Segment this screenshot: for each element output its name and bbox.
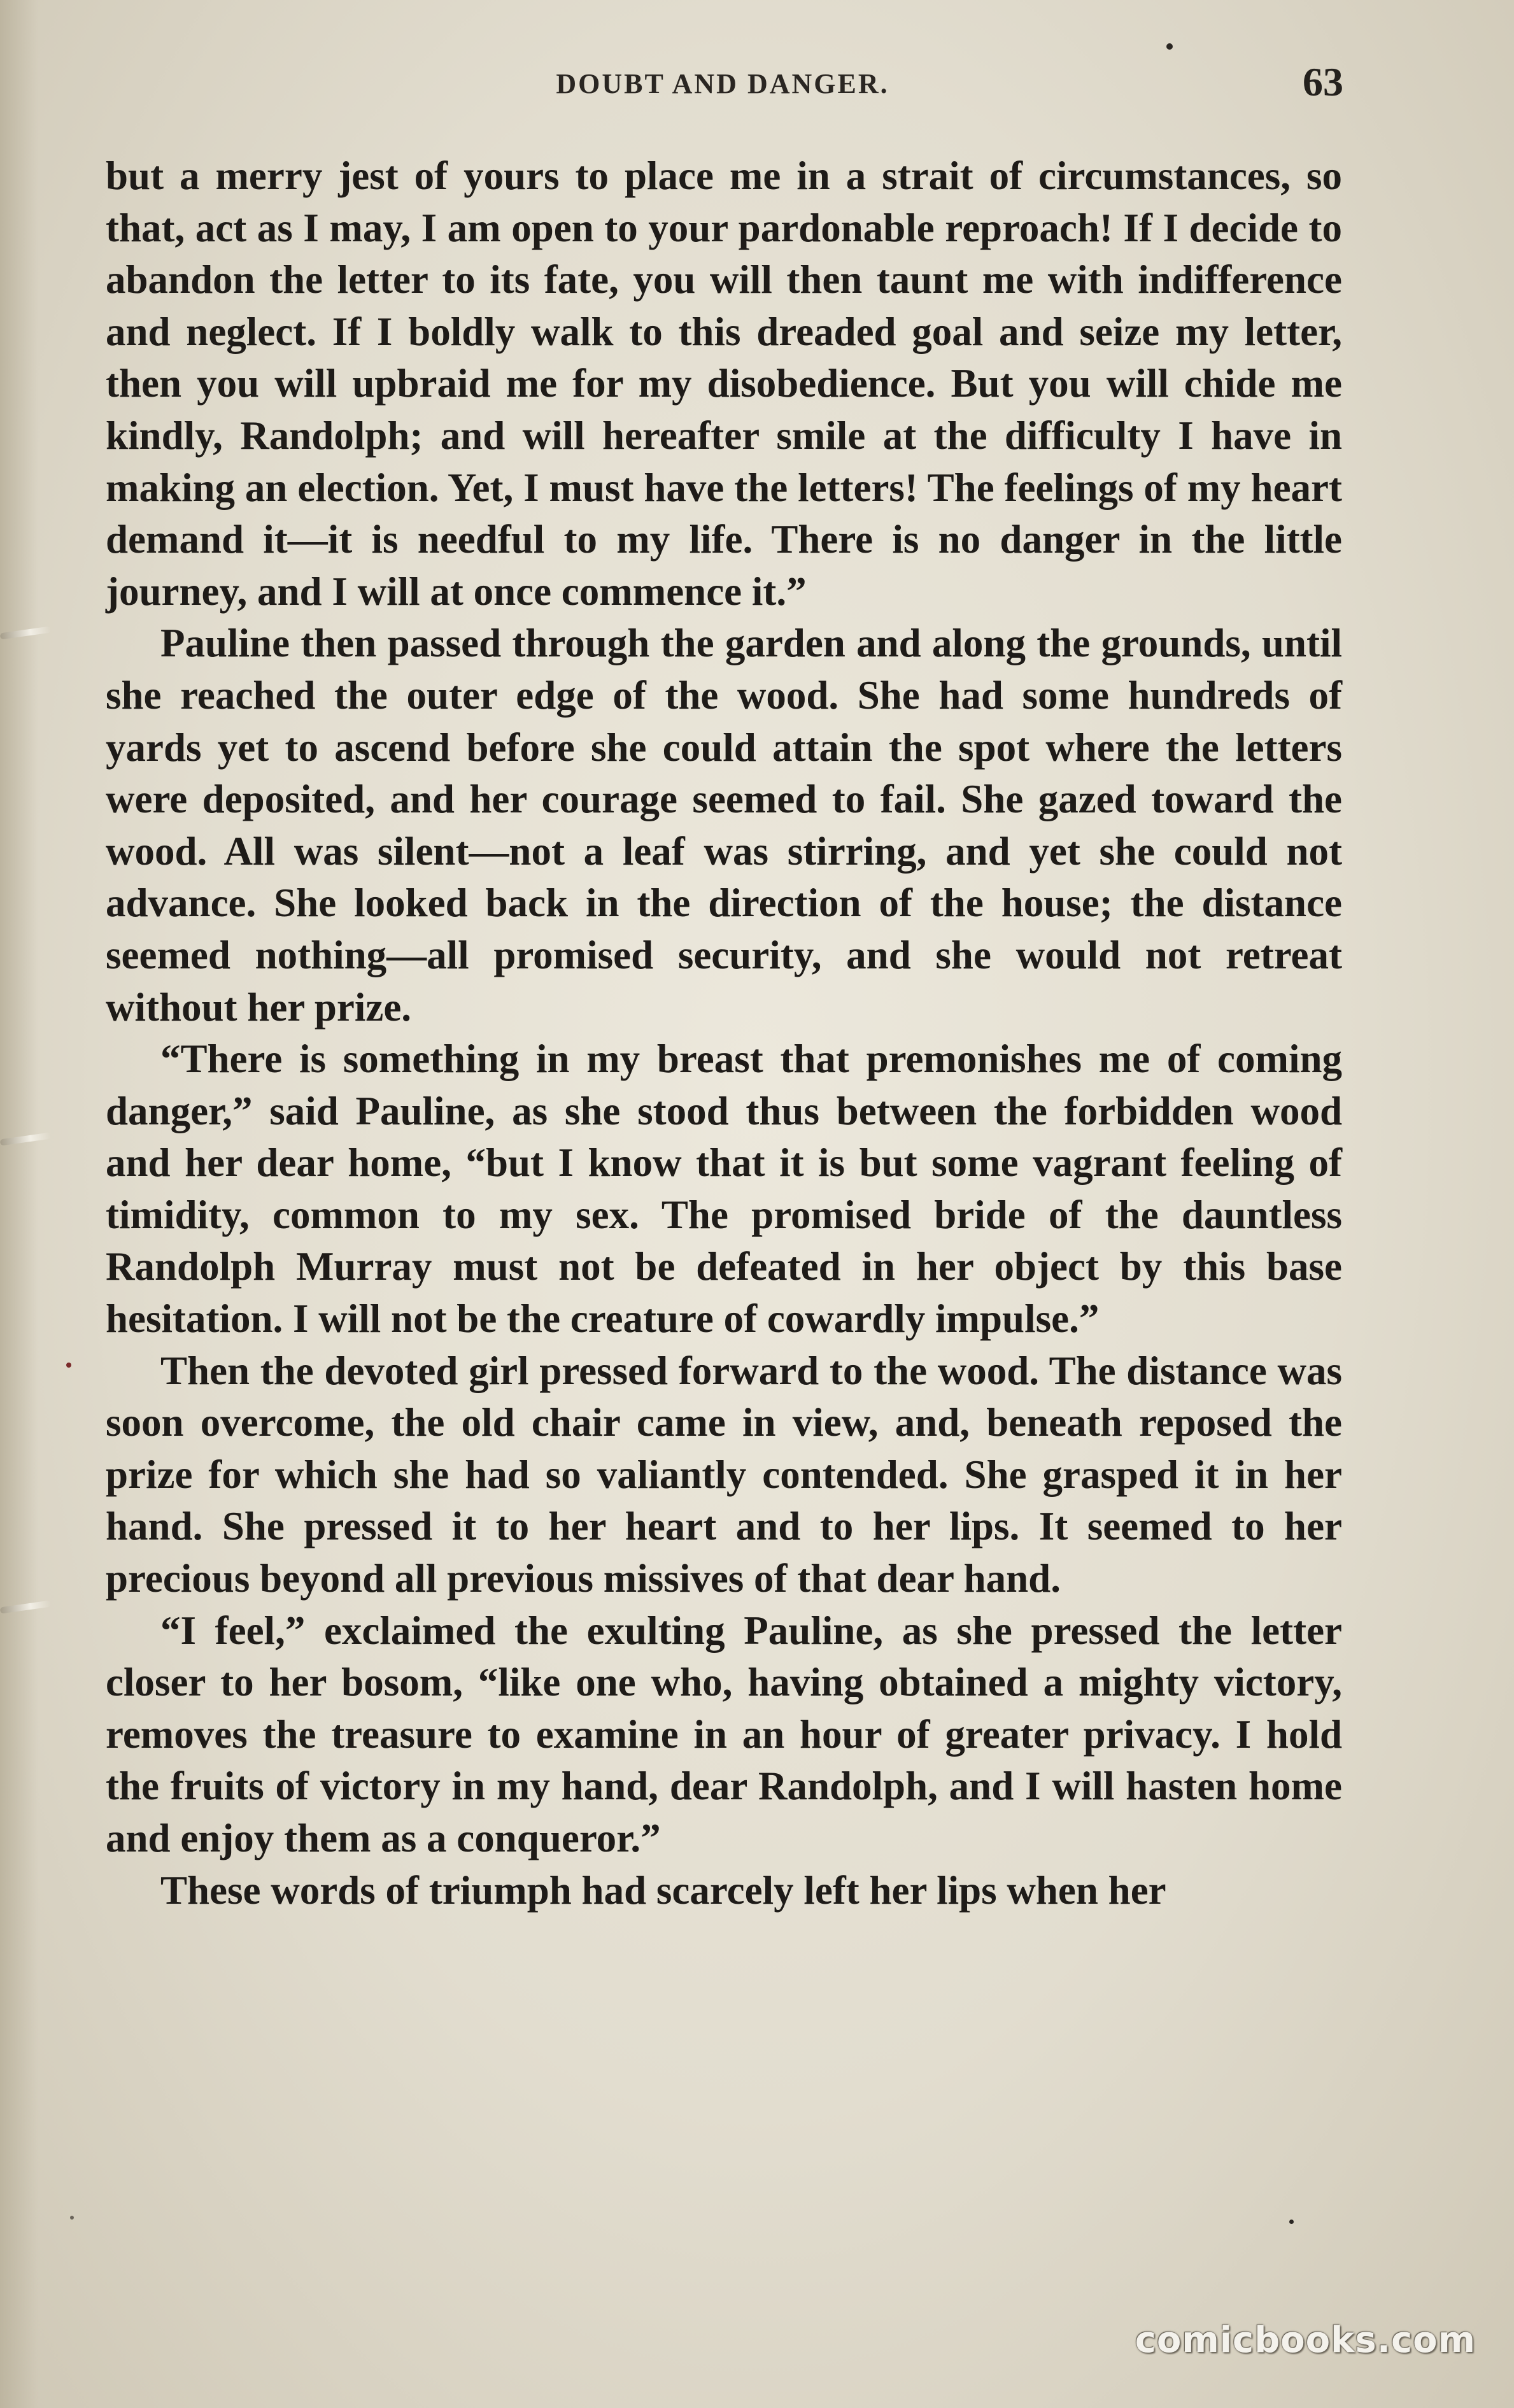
watermark: comicbooks.com: [1135, 2319, 1476, 2361]
binding-thread-icon: [0, 1127, 51, 1152]
binding-thread-icon: [0, 1595, 51, 1620]
speck-mark: [66, 1363, 71, 1368]
speck-mark: [70, 2216, 74, 2220]
speck-mark: [1166, 43, 1173, 50]
paragraph-4: Then the devoted girl pressed forward to the wood. The distance was soon overcome, the old chair came in view, and, beneath reposed the prize for which she had so valiantly contended. She grasped it in her hand. She pressed it to her heart and to her lips. It seemed to her precious beyond all previous missives of that dear hand.: [106, 1348, 1342, 1601]
body-text: [106, 150, 1342, 1916]
binding-thread-icon: [0, 621, 51, 646]
paragraph-6: These words of triumph had scarcely left her lips when her: [160, 1867, 1166, 1913]
speck-mark: [1289, 2220, 1294, 2224]
page-number: 63: [1303, 59, 1343, 104]
page-gutter-shadow: [0, 0, 38, 2408]
running-title: DOUBT AND DANGER.: [556, 68, 889, 99]
paragraph-2: Pauline then passed through the garden and along the grounds, until she reached the outer edge of the wood. She had some hundreds of yards yet to ascend before she could attain the spot where the letters were deposited, and her courage seemed to fail. She gazed toward the wood. All was silent—not a leaf was stirring, and yet she could not advance. She looked back in the direction of the house; the distance seemed nothing—all promised security, and she would not retreat without her prize.: [106, 621, 1342, 1030]
paragraph-3: “There is something in my breast that premonishes me of coming danger,” said Pauline, as she stood thus between the forbidden wood and her dear home, “but I know that it is but some vagrant feeling of timidity, common to my sex. The promised bride of the dauntless Randolph Murray must not be defeated in her object by this base hesitation. I will not be the creature of cowardly impulse.”: [106, 1037, 1342, 1342]
page-header: [102, 59, 1343, 116]
paragraph-5: “I feel,” exclaimed the exulting Pauline, as she pressed the letter closer to her bosom, “like one who, having obtained a mighty victory, removes the treasure to examine in an hour of greater privacy. I hold the fruits of victory in my hand, dear Randolph, and I will hasten home and enjoy them as a conqueror.”: [106, 1608, 1342, 1860]
paragraph-1: but a merry jest of yours to place me in a strait of circumstances, so that, act as I may, I am open to your pardonable reproach! If I decide to abandon the letter to its fate, you will then taunt me with indifference and neglect. If I boldly walk to this dreaded goal and seize my letter, then you will upbraid me for my disobedience. But you will chide me kindly, Randolph; and will hereafter smile at the difficulty I have in making an election. Yet, I must have the letters! The feelings of my heart demand it—it is needful to my life. There is no danger in the little journey, and I will at once commence it.”: [106, 153, 1342, 614]
